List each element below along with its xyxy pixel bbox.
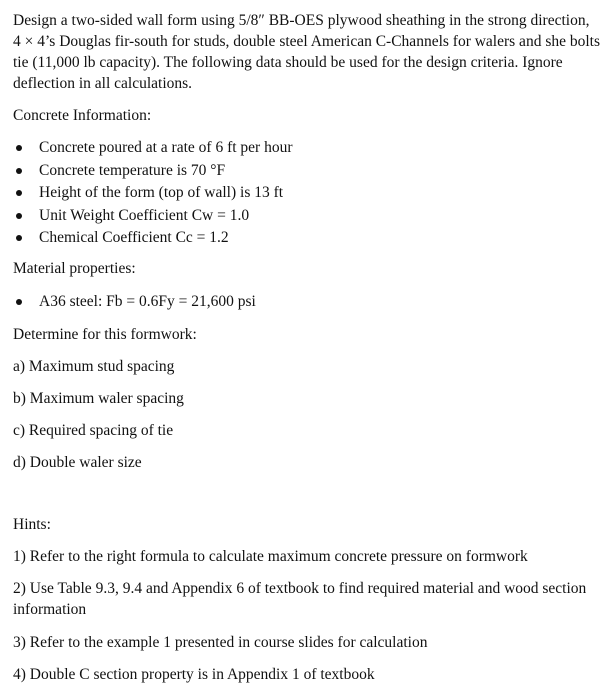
list-item: Height of the form (top of wall) is 13 ft [13, 182, 293, 205]
problem-statement: Design a two-sided wall form using 5/8″ BB-OES plywood sheathing in the strong direction, 4 × 4’s Douglas fir-south for studs, double steel American C-Channels for walers and she bolts tie (11,000 lb capacity). The following data should be used for the design criteria. Ignore deflection in all calculations. [13, 12, 600, 92]
list-item: Concrete temperature is 70 °F [13, 160, 293, 183]
material-properties-label: Material properties: [13, 260, 136, 277]
list-item: Unit Weight Coefficient Cw = 1.0 [13, 205, 293, 228]
hints-label: Hints: [13, 516, 51, 533]
determine-item: b) Maximum waler spacing [13, 390, 184, 407]
list-item: A36 steel: Fb = 0.6Fy = 21,600 psi [13, 291, 256, 314]
hint-item: 2) Use Table 9.3, 9.4 and Appendix 6 of textbook to find required material and wood section information [13, 580, 587, 618]
concrete-info-list [13, 137, 293, 250]
hint-item: 1) Refer to the right formula to calculate maximum concrete pressure on formwork [13, 548, 528, 565]
hint-item: 3) Refer to the example 1 presented in course slides for calculation [13, 634, 428, 651]
determine-item: a) Maximum stud spacing [13, 358, 175, 375]
determine-label: Determine for this formwork: [13, 326, 197, 343]
determine-item: d) Double waler size [13, 454, 142, 471]
list-item: Concrete poured at a rate of 6 ft per hour [13, 137, 293, 160]
list-item: Chemical Coefficient Cc = 1.2 [13, 227, 293, 250]
material-properties-list [13, 291, 256, 314]
determine-item: c) Required spacing of tie [13, 422, 174, 439]
hint-item: 4) Double C section property is in Appendix 1 of textbook [13, 666, 375, 683]
concrete-info-label: Concrete Information: [13, 107, 152, 124]
